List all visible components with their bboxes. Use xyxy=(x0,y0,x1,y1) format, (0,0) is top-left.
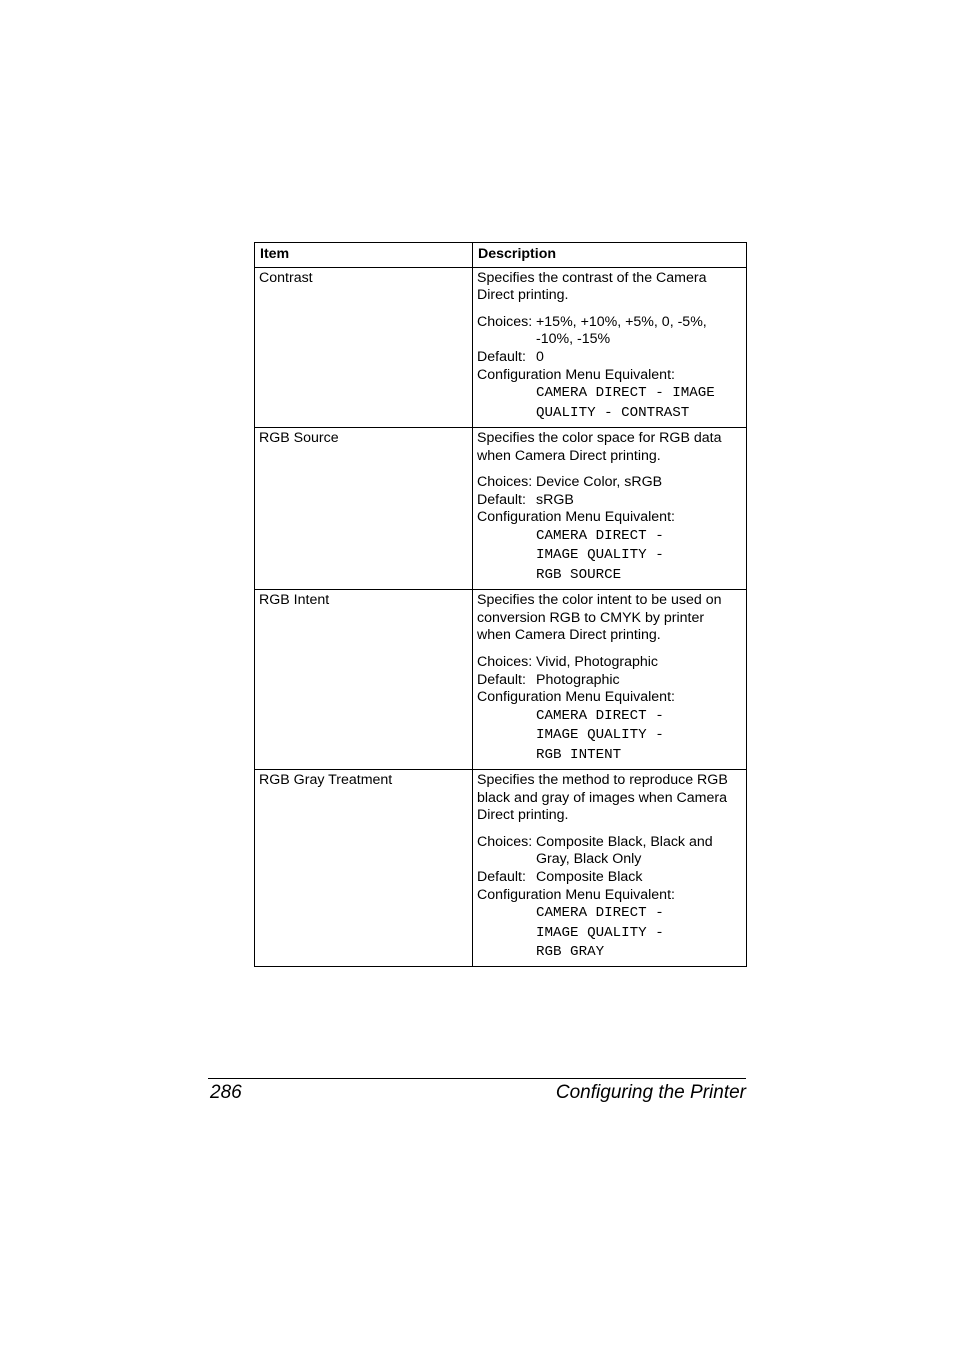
item-cell: Contrast xyxy=(255,267,473,427)
description-text: Specifies the method to reproduce RGB black and gray of images when Camera Direct printing. xyxy=(477,771,728,824)
header-description: Description xyxy=(473,243,747,268)
item-cell: RGB Intent xyxy=(255,590,473,770)
menu-path: QUALITY - CONTRAST xyxy=(536,404,690,421)
menu-path: IMAGE QUALITY - xyxy=(536,727,664,744)
menu-path: IMAGE QUALITY - xyxy=(536,924,664,941)
item-cell: RGB Gray Treatment xyxy=(255,769,473,966)
footer-divider xyxy=(208,1078,746,1079)
default-row: Default: Composite Black xyxy=(477,868,643,885)
table-row xyxy=(255,427,747,589)
header-item: Item xyxy=(255,243,473,268)
config-menu-label: Configuration Menu Equivalent: xyxy=(477,366,675,383)
description-text: Specifies the color space for RGB data when Camera Direct printing. xyxy=(477,429,722,464)
config-menu-label: Configuration Menu Equivalent: xyxy=(477,886,675,903)
choices-row: Choices: Composite Black, Black and Gray, Black Only xyxy=(477,833,713,868)
item-cell: RGB Source xyxy=(255,427,473,589)
description-cell xyxy=(473,590,747,770)
default-row: Default: Photographic xyxy=(477,671,620,688)
choices-row: Choices: +15%, +10%, +5%, 0, -5%, -10%, -15% xyxy=(477,313,707,348)
footer-title: Configuring the Printer xyxy=(555,1082,746,1103)
menu-path: CAMERA DIRECT - IMAGE xyxy=(536,385,715,402)
page-number: 286 xyxy=(210,1082,242,1103)
menu-path: RGB INTENT xyxy=(536,746,622,763)
config-menu-label: Configuration Menu Equivalent: xyxy=(477,509,675,526)
menu-path: CAMERA DIRECT - xyxy=(536,707,664,724)
menu-path: CAMERA DIRECT - xyxy=(536,527,664,544)
table-row xyxy=(255,590,747,770)
description-cell xyxy=(473,267,747,427)
default-row: Default: 0 xyxy=(477,348,544,365)
menu-path: RGB GRAY xyxy=(536,943,605,960)
description-text: Specifies the color intent to be used on conversion RGB to CMYK by printer when Camera Direct printing. xyxy=(477,592,722,644)
menu-path: RGB SOURCE xyxy=(536,566,622,583)
choices-row: Choices: Device Color, sRGB xyxy=(477,474,663,491)
choices-row: Choices: Vivid, Photographic xyxy=(477,653,658,670)
settings-table xyxy=(254,242,747,967)
description-cell xyxy=(473,769,747,966)
config-menu-label: Configuration Menu Equivalent: xyxy=(477,689,675,706)
table-header-row xyxy=(255,243,747,268)
description-text: Specifies the contrast of the Camera Direct printing. xyxy=(477,269,707,304)
default-row: Default: sRGB xyxy=(477,491,574,508)
menu-path: IMAGE QUALITY - xyxy=(536,547,664,564)
table-row xyxy=(255,267,747,427)
menu-path: CAMERA DIRECT - xyxy=(536,905,664,922)
table-row xyxy=(255,769,747,966)
description-cell xyxy=(473,427,747,589)
